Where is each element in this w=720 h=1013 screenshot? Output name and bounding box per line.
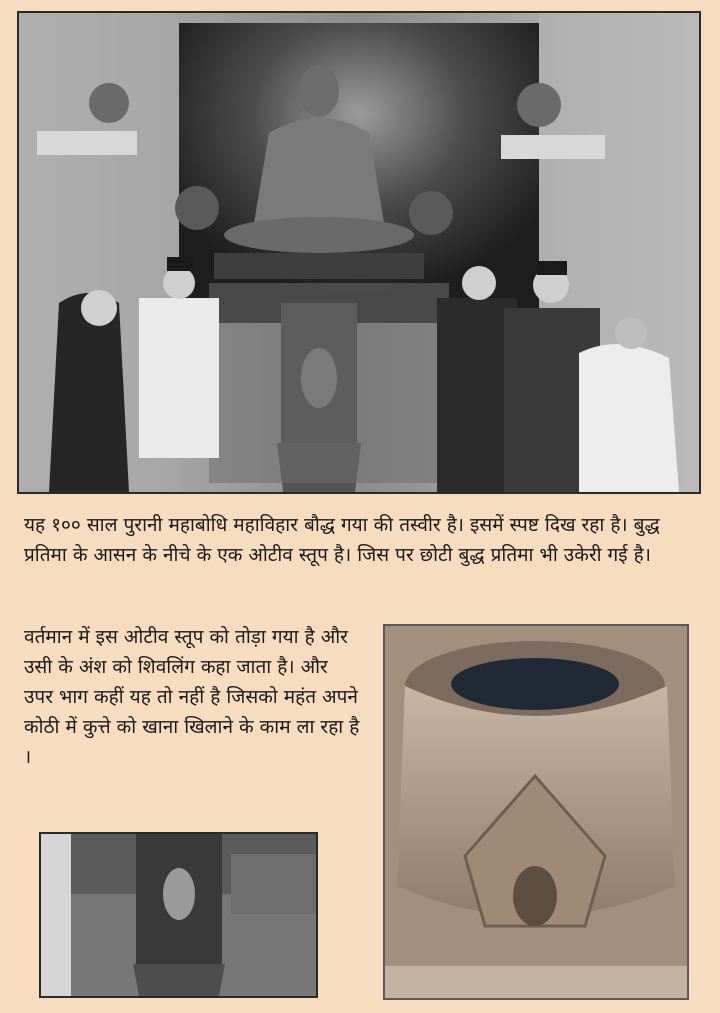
caption-paragraph-1: [24, 510, 696, 570]
caption-paragraph-2: [24, 622, 360, 772]
historic-photo-illustration: [19, 13, 699, 492]
caption-text-2: वर्तमान में इस ओटीव स्तूप को तोड़ा गया है और उसी के अंश को शिवलिंग कहा जाता है। और उपर भाग कहीं यह तो नहीं है जिसको महंत अपने कोठी में कुत्ते को खाना खिलाने के काम ला रहा है ।: [24, 626, 360, 768]
caption-text-1: यह १०० साल पुरानी महाबोधि महाविहार बौद्ध गया की तस्वीर है। इसमें स्पष्ट दिख रहा है। बुद्ध प्रतिमा के आसन के नीचे के एक ओटीव स्तूप है। जिस पर छोटी बुद्ध प्रतिमा भी उकेरी गई है।: [24, 514, 660, 566]
historic-temple-photo: [17, 11, 701, 494]
broken-stupa-illustration: [385, 626, 687, 998]
broken-stupa-photo: [383, 624, 689, 1000]
stupa-detail-photo: [39, 832, 318, 998]
stupa-detail-illustration: [41, 834, 316, 996]
